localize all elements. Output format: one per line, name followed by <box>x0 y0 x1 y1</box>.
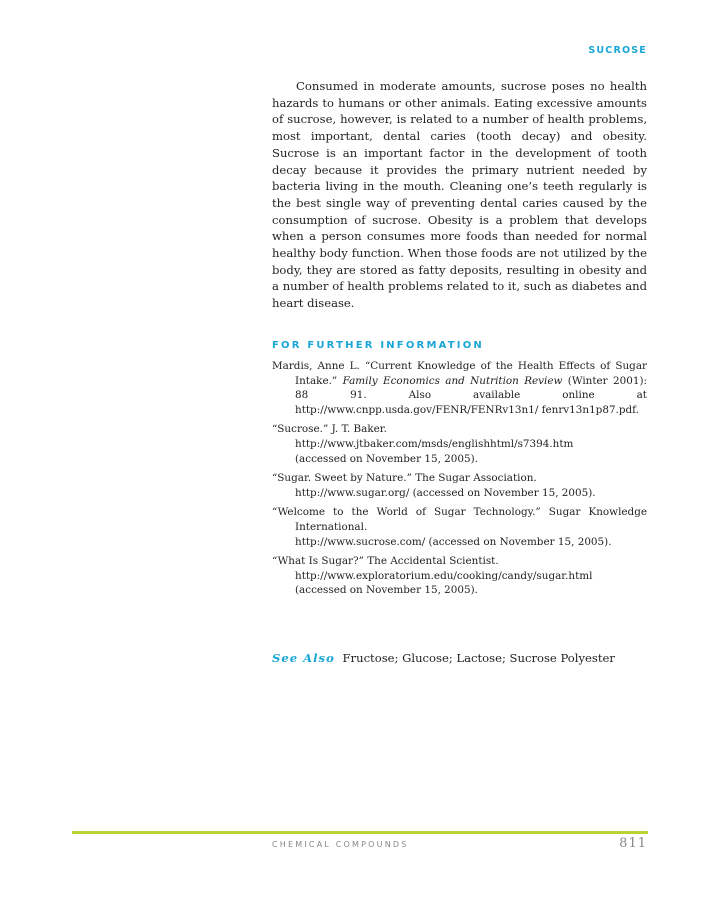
see-also-items: Fructose; Glucose; Lactose; Sucrose Polyester <box>342 651 615 665</box>
reference-text: “Sugar. Sweet by Nature.” The Sugar Association. <box>272 472 537 485</box>
reference-text: “What Is Sugar?” The Accidental Scientist. <box>272 555 499 568</box>
reference-item <box>272 505 647 549</box>
reference-item <box>272 359 647 417</box>
reference-url: http://www.exploratorium.edu/cooking/candy/sugar.html <box>295 569 593 582</box>
reference-text: “Sucrose.” J. T. Baker. <box>272 423 387 436</box>
reference-url: http://www.sucrose.com/ (accessed on November 15, 2005). <box>295 535 612 548</box>
reference-text: (Winter 2001): 88 91. Also available online at http://www.cnpp.usda.gov/FENR/FENRv13n1/ fenrv13n1p87.pdf. <box>295 374 647 416</box>
reference-text: “Welcome to the World of Sugar Technology.” Sugar Knowledge International. <box>272 506 647 533</box>
reference-accessed: (accessed on November 15, 2005). <box>295 584 478 597</box>
footer-book-title: CHEMICAL COMPOUNDS <box>272 840 409 849</box>
running-head: SUCROSE <box>588 45 647 56</box>
see-also <box>272 650 647 666</box>
see-also-label: See Also <box>272 651 335 665</box>
reference-list <box>272 359 647 603</box>
reference-item <box>272 422 647 466</box>
page-number: 811 <box>619 836 647 851</box>
journal-title: Family Economics and Nutrition Review <box>342 374 563 387</box>
further-information-heading: FOR FURTHER INFORMATION <box>272 340 484 351</box>
body-paragraph: Consumed in moderate amounts, sucrose poses no health hazards to humans or other animals. Eating excessive amounts of sucrose, however, is related to a number of health problems, most important, dental caries (tooth decay) and obesity. Sucrose is an important factor in the development of tooth decay because it provides the primary nutrient needed by bacteria living in the mouth. Cleaning one’s teeth regularly is the best single way of preventing dental caries caused by the consumption of sucrose. Obesity is a problem that develops when a person consumes more foods than needed for normal healthy body function. When those foods are not utilized by the body, they are stored as fatty deposits, resulting in obesity and a number of health problems related to it, such as diabetes and heart disease. <box>272 79 647 311</box>
reference-item <box>272 554 647 598</box>
reference-url: http://www.sugar.org/ (accessed on November 15, 2005). <box>295 486 596 499</box>
reference-url: http://www.jtbaker.com/msds/englishhtml/s7394.htm <box>295 437 574 450</box>
reference-accessed: (accessed on November 15, 2005). <box>295 452 478 465</box>
footer-rule <box>72 831 648 834</box>
reference-text: Mardis, Anne L. “Current Knowledge of the Health Effects of Sugar Intake.” <box>272 360 647 387</box>
reference-item <box>272 471 647 500</box>
